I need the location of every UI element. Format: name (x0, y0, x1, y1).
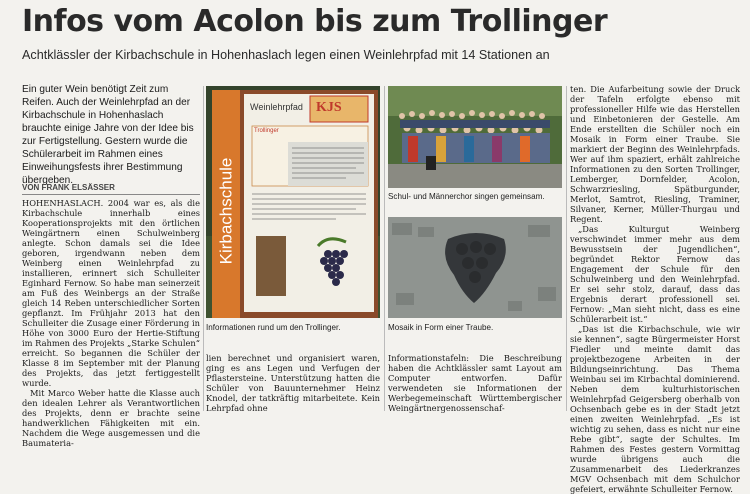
photo-caption: Schul- und Männerchor singen gemeinsam. (388, 192, 545, 201)
subheadline: Achtklässler der Kirbachschule in Hohenhaslach legen einen Weinlehrpfad mit 14 Stationen an (22, 48, 550, 62)
board-logo: KJS (316, 100, 342, 115)
author-byline: VON FRANK ELSÄSSER (22, 183, 115, 192)
article-paragraph: „Das Kulturgut Weinberg verschwindet immer mehr aus dem Bewusstsein der Jugendlichen“, begründet Rektor Fernow das Engagement der Schule für den Schulweinberg und den Weinlehrpfad. Er sei sehr stolz, darauf, dass das Ergebnis derart professionell sei. Fernow: „Man sieht nicht, dass es eine Schülerarbeit ist.“ (570, 224, 740, 324)
article-column-1 (22, 198, 200, 448)
photo-choir (388, 86, 562, 188)
column-rule (566, 86, 567, 411)
column-rule (203, 86, 204, 411)
article-paragraph: ten. Die Aufarbeitung sowie der Druck der Tafeln erfolgte ebenso mit professioneller Hilfe wie das Herstellen und Einbetonieren der Gestelle. Am Ende erstellten die Schüler noch ein Mosaik in Form einer Traube. Sie markiert der Beginn des Weinlehrpfads. Wer auf ihm spaziert, erhält zahlreiche Informationen zu den Sorten Trollinger, Lemberger, Dornfelder, Acolon, Schwarzriesling, Spätburgunder, Merlot, Samtrot, Riesling, Traminer, Silvaner, Kerner, Müller-Thurgau und Regent. (570, 84, 740, 224)
article-paragraph: „Das ist die Kirbachschule, wie wir sie kennen“, sagte Bürgermeister Horst Fiedler und meinte damit das projektbezogene Arbeiten in der Bildungseinrichtung. Das Thema Weinbau sei im Kirbachtal dominierend. Neben dem kulturhistorischen Weinlehrpfad Geigersberg oberhalb von Ochsenbach gebe es in der Stadt jetzt einen zweiten Weinlehrpfad. „Es ist wichtig zu sehen, dass es nicht nur eine Rebe gibt“, sagte der Schultes. Im Rahmen des Festes gestern Vormittag wurde übrigens auch die Zusammenarbeit des Liederkranzes MGV Ochsenbach mit dem Schulchor gefeiert, erwähnte Schulleiter Fernow. (570, 324, 740, 494)
column-rule (384, 86, 385, 411)
headline: Infos vom Acolon bis zum Trollinger (22, 4, 608, 39)
article-paragraph: lien berechnet und organisiert waren, ging es ans Legen und Verfugen der Pflastersteine. Unterstützung hatten die Schüler von Bauunternehmer Heinz Knodel, der tatkräftig mitarbeitete. Kein Lehrpfad ohne (206, 353, 380, 413)
board-title: Weinlehrpfad (250, 102, 303, 112)
article-column-4 (570, 84, 740, 494)
mosaic-illustration (388, 217, 562, 318)
post-label-area (212, 116, 240, 306)
article-paragraph: Informationstafeln: Die Beschreibung haben die Achtklässler samt Layout am Computer entworfen. Dafür verwendeten sie Informationen der Werbegemeinschaft Württembergischer Weingärtnergenossenschaf- (388, 353, 562, 413)
photo-mosaic (388, 217, 562, 318)
author-rule (22, 194, 200, 195)
photo-caption: Informationen rund um den Trollinger. (206, 323, 341, 332)
article-paragraph: HOHENHASLACH. 2004 war es, als die Kirbachschule innerhalb eines Kooperationsprojekts mit den örtlichen Weingärtnern einen Schulweinberg anlegte. Schon damals sei die Idee geboren, irgendwann neben dem Weinberg einen Weinlehrpfad zu installieren, erinnert sich Schulleiter Eginhard Fernow. So habe man seinerzeit am Fuß des Weinbergs an der Straße gleich 14 Reben unterschiedlicher Sorten gepflanzt. Im Frühjahr 2013 hat den Schulleiter die Zusage einer Förderung in Höhe von 3000 Euro der Hertie-Stiftung im Rahmen des Projekts „Starke Schulen“ erreicht. So begannen die Schüler der Klasse 8 im September mit der Planung des Projekts, das jetzt fertiggestellt wurde. (22, 198, 201, 388)
post-label: Kirbachschule (216, 157, 235, 265)
photo-caption: Mosaik in Form einer Traube. (388, 323, 494, 332)
choir-illustration (388, 86, 562, 188)
article-column-2 (206, 353, 380, 413)
article-column-3 (388, 353, 562, 413)
lead-paragraph: Ein guter Wein benötigt Zeit zum Reifen. Auch der Weinlehrpfad an der Kirbachschule in Hohenhaslach brauchte einige Jahre von der Idee bis zur Fertigstellung. Gestern wurde die Schülerarbeit im Rahmen eines Einweihungsfests ihrer Bestimmung übergeben. (22, 84, 194, 186)
article-paragraph: Mit Marco Weber hatte die Klasse auch den idealen Lehrer als Verantwortlichen des Projekts, denn er brachte seine handwerklichen Fähigkeiten mit ein. Nachdem die Wege ausgemessen und die Baumateria- (22, 388, 200, 448)
board-heading: Trollinger (254, 128, 279, 134)
photo-info-board (206, 86, 380, 318)
